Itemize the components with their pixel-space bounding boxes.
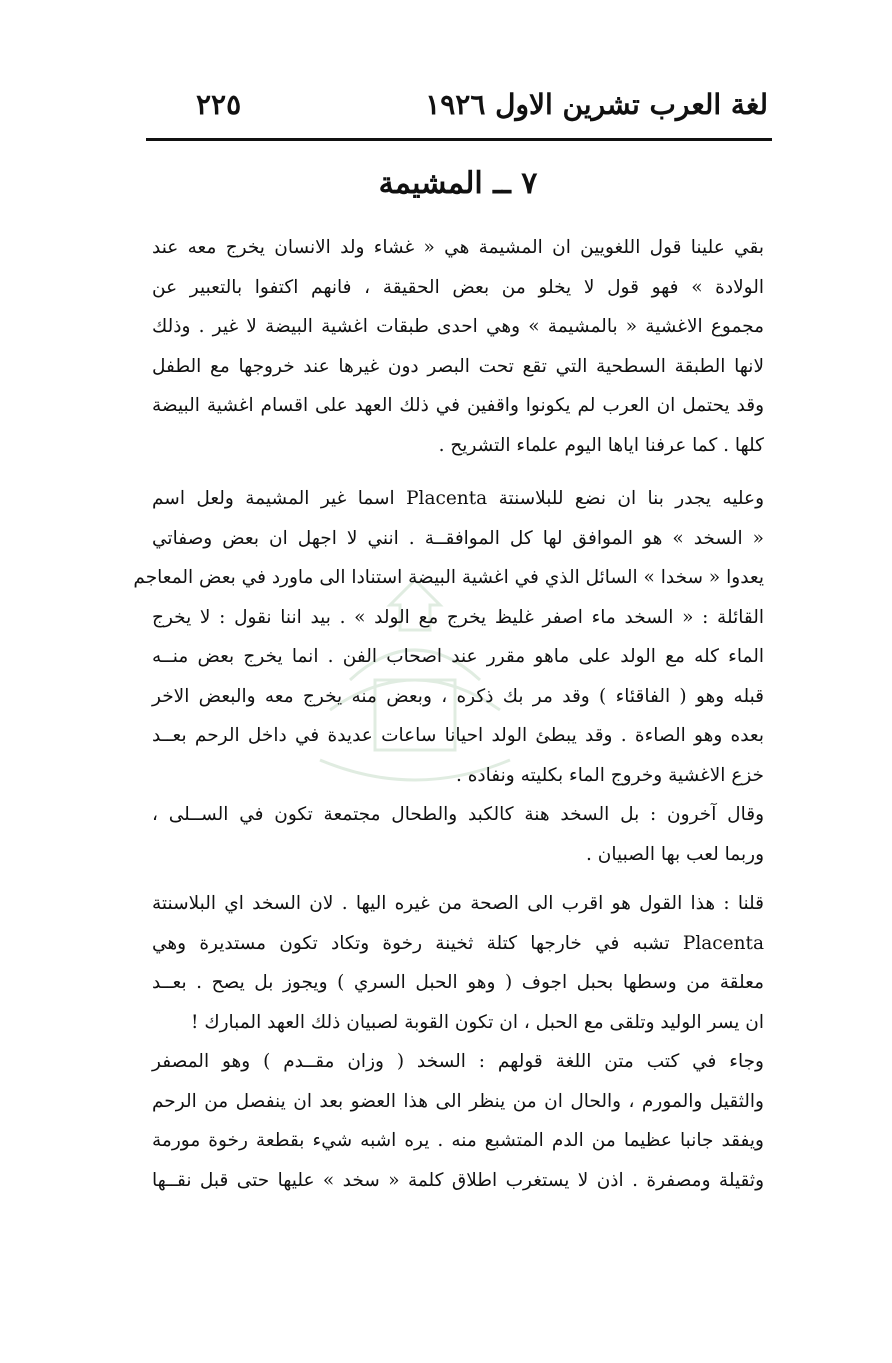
running-header: [148, 86, 768, 126]
text-line: بقي علينا قول اللغويين ان المشيمة هي « غشاء ولد الانسان يخرج معه عند: [152, 237, 764, 258]
text-line: وقد يحتمل ان العرب لم يكونوا واقفين في ذلك العهد على اقسام اغشية البيضة: [152, 395, 764, 416]
section-title: ٧ ــ المشيمة: [378, 166, 538, 201]
paragraph-2: [133, 479, 764, 795]
text-line: والثقيل والمورم ، والحال ان من ينظر الى هذا العضو بعد ان ينفصل من الرحم: [152, 1090, 764, 1112]
text-line: القائلة : « السخد ماء اصفر غليظ يخرج مع الولد » . بيد اننا نقول : لا يخرج: [152, 606, 764, 628]
text-line: وعليه يجدر بنا ان نضع للبلاسنتة Placenta اسما غير المشيمة ولعل اسم: [152, 488, 764, 509]
text-line: يعدوا « سخدا » السائل الذي في اغشية البيضة استنادا الى ماورد في بعض المعاجم: [133, 567, 764, 588]
text-line: ويفقد جانبا عظيما من الدم المتشبع منه . يره اشبه شيء بقطعة رخوة مورمة: [152, 1130, 764, 1151]
text-line: مجموع الاغشية « بالمشيمة » وهي احدى طبقات اغشية البيضة لا غير . وذلك: [152, 316, 764, 337]
text-line: وربما لعب بها الصبيان .: [586, 843, 764, 865]
text-line: لانها الطبقة السطحية التي تقع تحت البصر دون غيرها عند خروجها مع الطفل: [152, 355, 764, 377]
text-line: بعده وهو الصاءة . وقد يبطئ الولد احيانا ساعات عديدة في داخل الرحم بعــد: [152, 725, 764, 746]
text-line: قبله وهو ( الفاقئاء ) وقد مر بك ذكره ، وبعض منه يخرج معه والبعض الاخر: [152, 685, 764, 707]
paragraph-4: [152, 884, 764, 1042]
journal-title: لغة العرب تشرين الاول ١٩٢٦: [425, 88, 768, 121]
paragraph-5: [152, 1042, 764, 1200]
text-line: كلها . كما عرفنا اياها اليوم علماء التشريح .: [438, 434, 764, 456]
text-line: خزع الاغشية وخروج الماء بكليته ونفاده .: [455, 764, 764, 786]
article-body: [133, 228, 765, 1200]
text-line: قلنا : هذا القول هو اقرب الى الصحة من غيره اليها . لان السخد اي البلاسنتة: [152, 893, 765, 914]
text-line: Placenta تشبه في خارجها كتلة ثخينة رخوة وتكاد تكون مستديرة وهي: [152, 932, 764, 954]
text-line: ان يسر الوليد وتلقى مع الحبل ، ان تكون القوبة لصبيان ذلك العهد المبارك !: [191, 1011, 764, 1033]
text-line: وقال آخرون : بل السخد هنة كالكبد والطحال مجتمعة تكون في الســلى ،: [152, 804, 764, 825]
text-line: الماء كله مع الولد على ماهو مقرر عند اصحاب الفن . انما يخرج بعض منــه: [152, 646, 764, 667]
paragraph-1: [152, 228, 764, 465]
text-line: وثقيلة ومصفرة . اذن لا يستغرب اطلاق كلمة « سخد » عليها حتى قبل نقــها: [152, 1169, 764, 1191]
text-line: معلقة من وسطها بحبل اجوف ( وهو الحبل السري ) ويجوز بل يصح . بعــد: [152, 972, 764, 993]
page-number: ٢٢٥: [196, 88, 242, 121]
text-line: وجاء في كتب متن اللغة قولهم : السخد ( وزان مقــدم ) وهو المصفر: [152, 1051, 764, 1072]
text-line: « السخد » هو الموافق لها كل الموافقــة . انني لا اجهل ان بعض وصفاتي: [152, 527, 764, 549]
text-line: الولادة » فهو قول لا يخلو من بعض الحقيقة ، فانهم اكتفوا بالتعبير عن: [152, 276, 764, 298]
header-rule: [146, 138, 772, 141]
paragraph-3: [152, 795, 764, 874]
